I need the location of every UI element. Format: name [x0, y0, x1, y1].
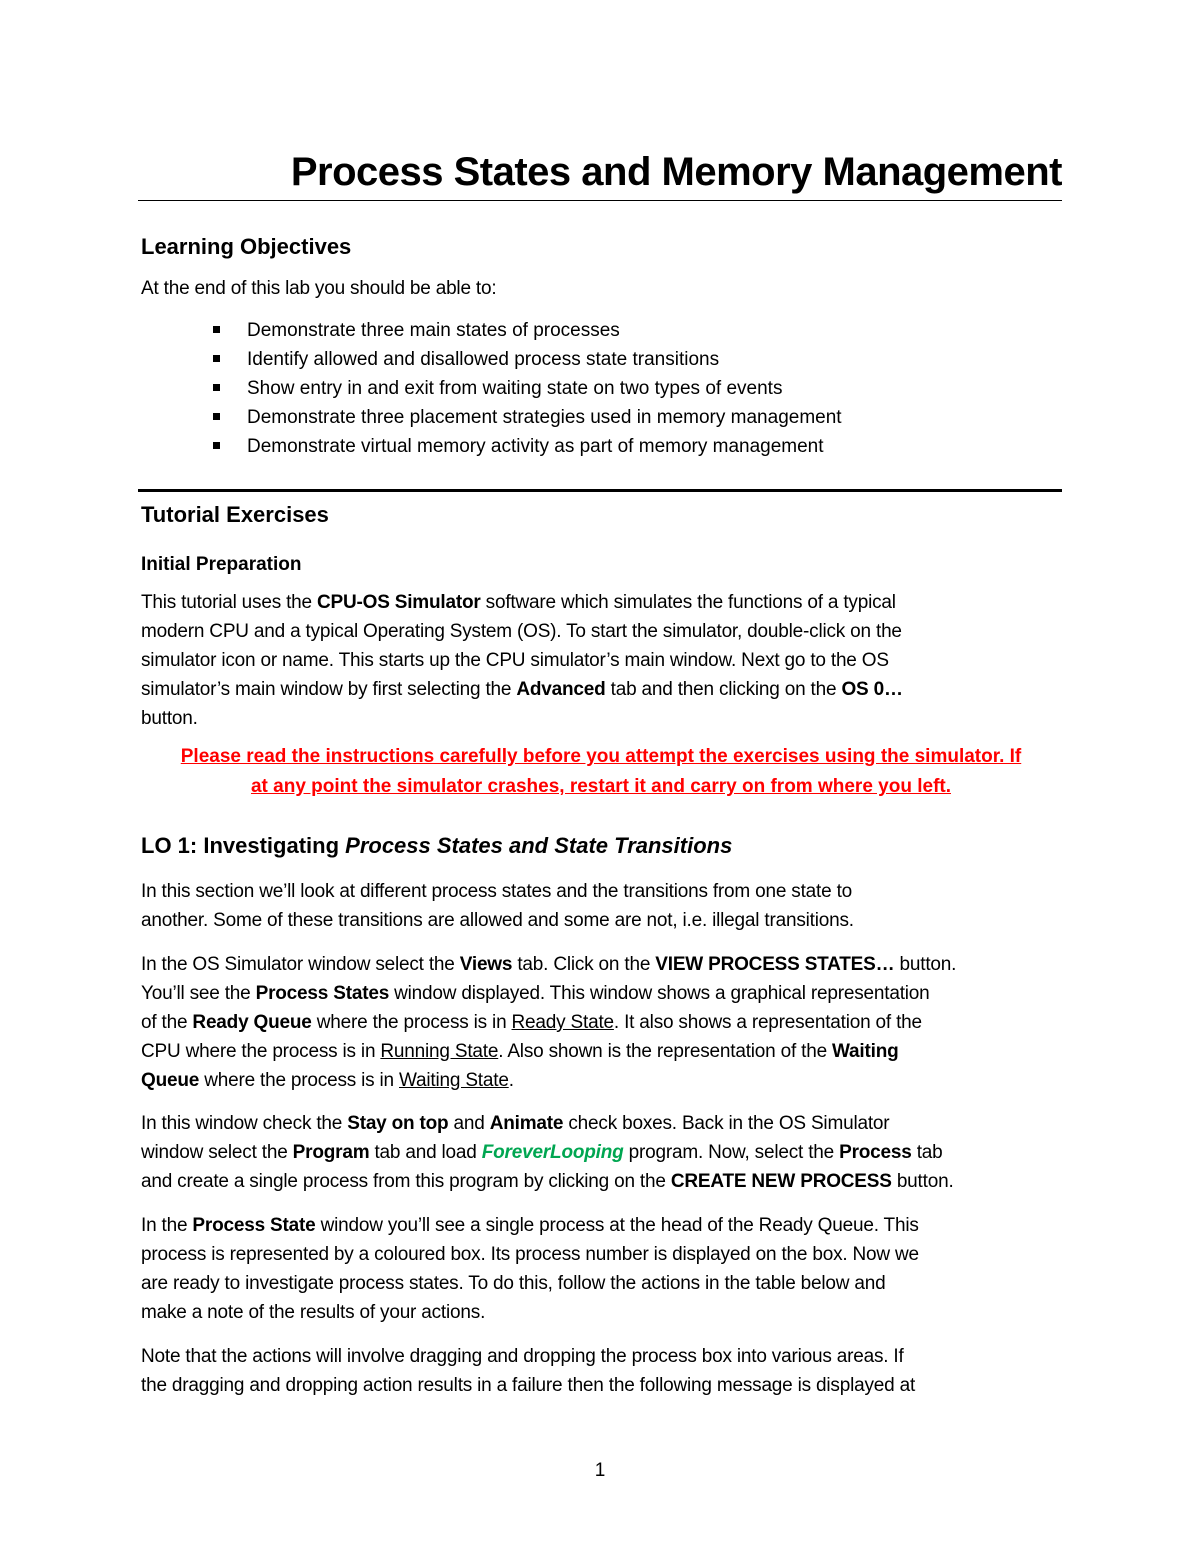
square-bullet-icon: [213, 384, 220, 391]
list-item: Identify allowed and disallowed process state transitions: [141, 345, 1061, 374]
list-item: Demonstrate three main states of processes: [141, 316, 1061, 345]
square-bullet-icon: [213, 413, 220, 420]
page-title: Process States and Memory Management: [290, 150, 1062, 194]
square-bullet-icon: [213, 355, 220, 362]
objectives-list: [141, 316, 1061, 461]
tutorial-exercises-heading: Tutorial Exercises: [141, 502, 329, 527]
section-divider: [138, 489, 1062, 492]
page-number: 1: [594, 1460, 606, 1481]
warning-notice: Please read the instructions carefully before you attempt the exercises using the simulator. If at any point the simulator crashes, restart it and carry on from where you left.: [180, 746, 1022, 797]
lo1-paragraph-4: In the Process State window you’ll see a single process at the head of the Ready Queue. This process is represented by a coloured box. Its process number is displayed on the box. Now we are ready to investigate process states. To do this, follow the actions in the table below and make a note of the results of your actions.: [141, 1215, 919, 1323]
initial-preparation-paragraph: This tutorial uses the CPU-OS Simulator software which simulates the functions of a typical modern CPU and a typical Operating System (OS). To start the simulator, double-click on the simulator icon or name. This starts up the CPU simulator’s main window. Next go to the OS simulator’s main window by first selecting the Advanced tab and then clicking on the OS 0… button.: [141, 592, 903, 729]
lo1-paragraph-2: In the OS Simulator window select the Views tab. Click on the VIEW PROCESS STATES… button. You’ll see the Process States window displayed. This window shows a graphical representation of the Ready Queue where the process is in Ready State. It also shows a representation of the CPU where the process is in Running State. Also shown is the representation of the Waiting Queue where the process is in Waiting State.: [141, 954, 957, 1091]
list-item: Demonstrate virtual memory activity as part of memory management: [141, 432, 1061, 461]
lo1-paragraph-3: In this window check the Stay on top and Animate check boxes. Back in the OS Simulator window select the Program tab and load ForeverLooping program. Now, select the Process tab and create a single process from this program by clicking on the CREATE NEW PROCESS button.: [141, 1113, 954, 1192]
list-item: Show entry in and exit from waiting state on two types of events: [141, 374, 1061, 403]
lo1-paragraph-1: In this section we’ll look at different process states and the transitions from one state to another. Some of these transitions are allowed and some are not, i.e. illegal transitions.: [141, 881, 854, 931]
initial-preparation-heading: Initial Preparation: [141, 554, 302, 575]
square-bullet-icon: [213, 442, 220, 449]
title-underline: [138, 200, 1062, 201]
square-bullet-icon: [213, 326, 220, 333]
learning-objectives-intro: At the end of this lab you should be able to:: [141, 278, 497, 299]
list-item: Demonstrate three placement strategies used in memory management: [141, 403, 1061, 432]
learning-objectives-heading: Learning Objectives: [141, 234, 352, 259]
lo1-heading: LO 1: Investigating Process States and State Transitions: [141, 833, 733, 858]
lo1-paragraph-5: Note that the actions will involve dragging and dropping the process box into various areas. If the dragging and dropping action results in a failure then the following message is displayed at: [141, 1346, 916, 1396]
